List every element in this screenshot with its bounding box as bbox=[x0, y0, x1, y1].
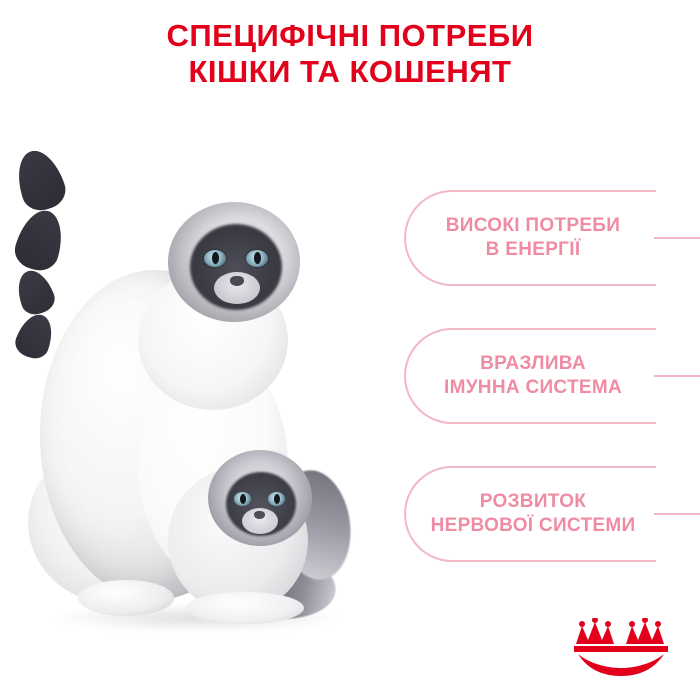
kitten-ear-right bbox=[12, 310, 59, 363]
callout-line-1: РОЗВИТОК bbox=[479, 491, 587, 512]
callout-line-2: НЕРВОВОЇ СИСТЕМИ bbox=[430, 515, 636, 536]
callout-line-2: В ЕНЕРГІЇ bbox=[485, 239, 581, 260]
callout-text bbox=[446, 214, 620, 262]
adult-cat-pupil-right bbox=[254, 252, 261, 264]
callout-pill bbox=[404, 466, 656, 562]
callout-connector-line bbox=[654, 237, 700, 239]
callout-line-2: ІМУННА СИСТЕМА bbox=[443, 377, 623, 398]
feature-callout-energy bbox=[404, 190, 700, 286]
kitten-ear-left bbox=[12, 266, 59, 319]
adult-cat-ear-right bbox=[11, 205, 70, 275]
kitten-nose bbox=[254, 511, 265, 519]
adult-cat-nose bbox=[230, 276, 244, 286]
adult-cat-paws bbox=[78, 580, 174, 616]
kitten-paws bbox=[186, 592, 304, 624]
adult-cat-ear-left bbox=[10, 145, 70, 216]
callout-text bbox=[444, 352, 622, 400]
callout-connector-line bbox=[654, 375, 700, 377]
royal-canin-crest-icon bbox=[568, 618, 674, 682]
callout-pill bbox=[404, 190, 656, 286]
feature-callout-immunity bbox=[404, 328, 700, 424]
page-title-line-2: КІШКИ ТА КОШЕНЯТ bbox=[188, 54, 512, 89]
royal-canin-logo bbox=[568, 618, 674, 682]
callout-connector-line bbox=[654, 513, 700, 515]
cat-photo bbox=[18, 150, 408, 670]
page-title-line-1: СПЕЦИФІЧНІ ПОТРЕБИ bbox=[166, 18, 534, 53]
feature-callout-nervous-system bbox=[404, 466, 700, 562]
callout-pill bbox=[404, 328, 656, 424]
callout-line-1: ВИСОКІ ПОТРЕБИ bbox=[445, 215, 621, 236]
callout-text bbox=[431, 490, 636, 538]
adult-cat-pupil-left bbox=[212, 252, 219, 264]
callout-line-1: ВРАЗЛИВА bbox=[480, 353, 586, 374]
feature-callout-list bbox=[404, 190, 700, 604]
page-title bbox=[0, 18, 700, 90]
kitten-pupil-left bbox=[240, 494, 246, 504]
kitten-pupil-right bbox=[274, 494, 280, 504]
